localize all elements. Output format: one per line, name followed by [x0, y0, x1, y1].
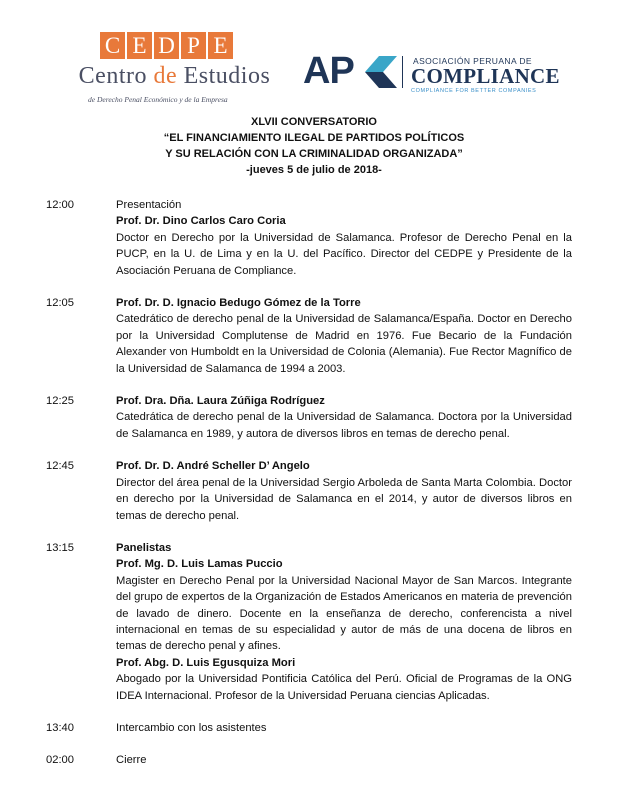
agenda-time: 13:40 — [46, 721, 74, 734]
agenda-time: 12:25 — [46, 395, 74, 408]
agenda — [46, 197, 572, 769]
agenda-item — [46, 540, 572, 704]
agenda-time: 02:00 — [46, 754, 74, 767]
agenda-item — [46, 295, 572, 377]
agenda-item — [46, 720, 572, 736]
speaker-bio: Catedrático de derecho penal de la Universidad de Salamanca/España. Doctor en Derecho por la Universidad Complutense de Madrid en 1976. Fue Becario de la Fundación Alexander von Humboldt en la Universidad de Colonia (Alemania). Fue Rector Magnífico de la Universidad de Salamanca de 1994 a 2003. — [116, 313, 572, 375]
speaker-name: Prof. Dr. D. André Scheller D’ Angelo — [116, 460, 310, 473]
cedpe-letter: D — [154, 32, 179, 59]
cedpe-letter: P — [181, 32, 206, 59]
cedpe-name-part: Estudios — [177, 63, 271, 89]
agenda-time: 12:00 — [46, 199, 74, 211]
agenda-label: Panelistas — [116, 541, 172, 554]
speaker-name: Prof. Dr. Dino Carlos Caro Coria — [116, 215, 286, 228]
agenda-item — [46, 752, 572, 768]
agenda-time: 12:45 — [46, 460, 74, 473]
agenda-label: Cierre — [116, 754, 147, 767]
event-title-line-2: Y SU RELACIÓN CON LA CRIMINALIDAD ORGANIZADA” — [165, 148, 463, 160]
speaker-name: Prof. Dr. D. Ignacio Bedugo Gómez de la Torre — [116, 297, 361, 310]
speaker-bio: Doctor en Derecho por la Universidad de Salamanca. Profesor de Derecho Penal en la PUCP, en la U. de Lima y en la U. del Pacífico. Director del CEDPE y Presidente de la Asociación Peruana de Compliance. — [116, 231, 572, 277]
apc-tagline: COMPLIANCE FOR BETTER COMPANIES — [411, 88, 537, 94]
cedpe-name-part: Centro — [78, 63, 154, 89]
agenda-item — [46, 393, 572, 442]
cedpe-letter: E — [208, 32, 233, 59]
speaker-bio: Director del área penal de la Universidad Sergio Arboleda de Santa Marta Colombia. Doctor en derecho por la Universidad de Salamanca en el 2014, y autor de diversos libros en temas de derecho penal. — [116, 476, 572, 522]
agenda-label: Presentación — [116, 199, 182, 211]
speaker-bio: Abogado por la Universidad Pontificia Católica del Perú. Oficial de Programas de la ONG IDEA Internacional. Profesor de la Universidad Peruana ciencias Aplicadas. — [116, 673, 572, 702]
apc-logo — [303, 50, 560, 100]
apc-main-text: COMPLIANCE — [411, 64, 560, 88]
agenda-item — [46, 197, 572, 279]
apc-top-text: ASOCIACIÓN PERUANA DE — [413, 56, 532, 66]
agenda-time: 12:05 — [46, 297, 74, 310]
speaker-name: Prof. Abg. D. Luis Egusquiza Mori — [116, 656, 296, 669]
agenda-label: Intercambio con los asistentes — [116, 721, 267, 734]
apc-divider — [402, 56, 403, 88]
cedpe-letter: E — [127, 32, 152, 59]
cedpe-letter-boxes — [100, 32, 235, 59]
agenda-item — [46, 458, 572, 524]
cedpe-subtitle: de Derecho Penal Económico y de la Empresa — [88, 95, 228, 104]
cedpe-name — [62, 63, 287, 90]
cedpe-logo — [62, 32, 287, 107]
speaker-bio: Catedrática de derecho penal de la Universidad de Salamanca. Doctora por la Universidad de Salamanca en 1989, y autora de diversos libros en temas de derecho penal. — [116, 411, 572, 440]
agenda-time: 13:15 — [46, 541, 74, 554]
speaker-bio: Magister en Derecho Penal por la Universidad Nacional Mayor de San Marcos. Integrante del grupo de expertos de la Organización de Estados Americanos en materia de prevención de lavado de dinero. Docente en la enseñanza de derecho, conferencista a nivel internacional en temas de su especialidad y autor de más de una docena de libros en temas de derecho penal y afines. — [116, 574, 572, 653]
event-title-line-1: “EL FINANCIAMIENTO ILEGAL DE PARTIDOS POLÍTICOS — [163, 132, 465, 144]
cedpe-name-de: de — [153, 63, 178, 89]
speaker-name: Prof. Dra. Dña. Laura Zúñiga Rodríguez — [116, 395, 325, 408]
cedpe-letter: C — [100, 32, 125, 59]
apc-letters: AP — [303, 50, 354, 92]
event-heading — [0, 114, 628, 178]
event-number: XLVII CONVERSATORIO — [251, 116, 377, 128]
apc-c-mark-icon — [359, 54, 397, 90]
speaker-name: Prof. Mg. D. Luis Lamas Puccio — [116, 558, 283, 571]
event-date: -jueves 5 de julio de 2018- — [246, 164, 382, 176]
